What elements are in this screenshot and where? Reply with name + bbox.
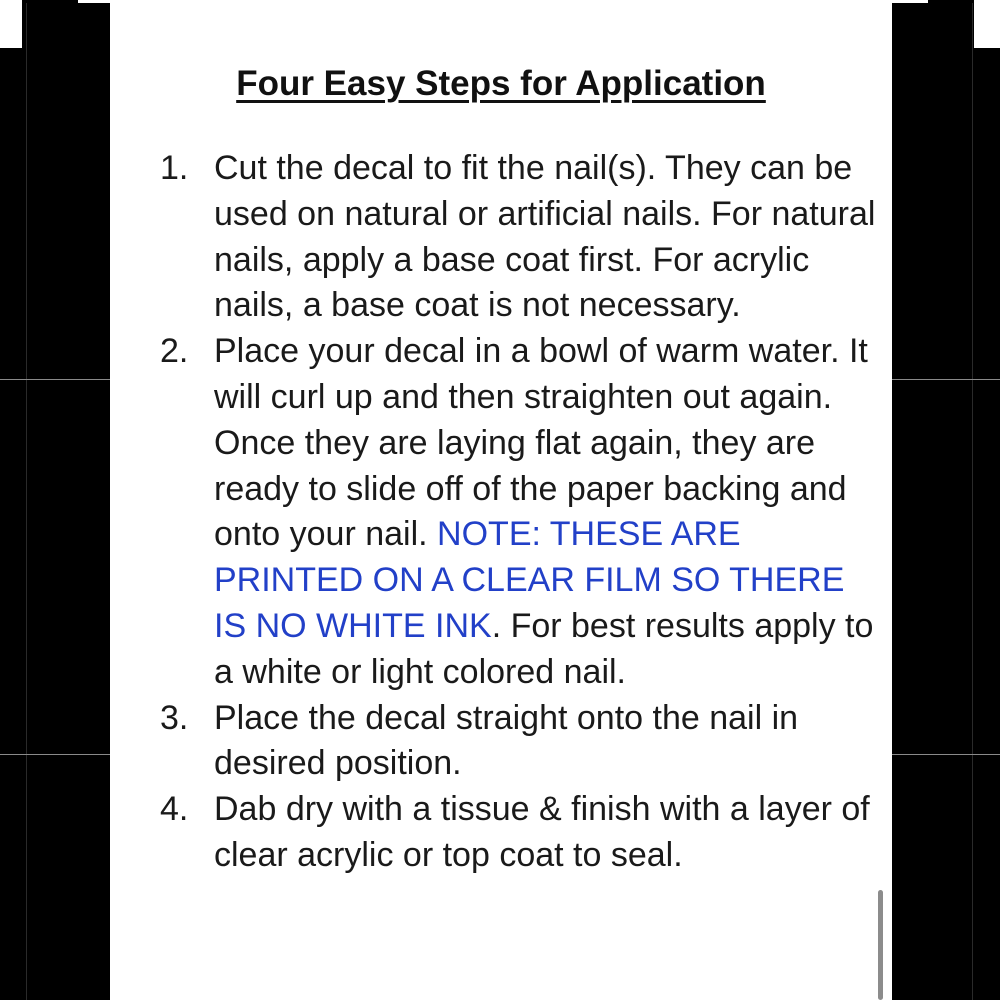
step-note: NOTE: THESE ARE PRINTED ON A CLEAR FILM SO THERE IS NO WHITE INK (214, 515, 845, 645)
step-number: 2. (160, 332, 189, 371)
scrollbar-thumb[interactable] (878, 890, 883, 1000)
document-title: Four Easy Steps for Application (236, 64, 766, 103)
divider-line (892, 754, 1000, 755)
left-frame-line (26, 3, 27, 1000)
divider-line (0, 754, 110, 755)
step-number: 4. (160, 790, 189, 829)
right-frame-line (972, 3, 973, 1000)
step-text: Place the decal straight onto the nail in desired position. (214, 698, 799, 783)
steps-list (160, 146, 880, 879)
left-edge (0, 0, 22, 48)
step-2 (160, 329, 880, 695)
step-text: Cut the decal to fit the nail(s). They can be used on natural or artificial nails. For natural nails, apply a base coat first. For acrylic nails, a base coat is not necessary. (214, 149, 876, 325)
step-4 (160, 787, 880, 879)
step-3 (160, 696, 880, 788)
right-edge (974, 0, 1000, 48)
step-text: Dab dry with a tissue & finish with a layer of clear acrylic or top coat to seal. (214, 790, 870, 874)
divider-line (892, 379, 1000, 380)
step-text-after-note: . For best results apply to a white or light colored nail. (214, 606, 874, 691)
step-number: 3. (160, 698, 189, 737)
document-page (110, 0, 892, 1000)
step-text: Place your decal in a bowl of warm water. It will curl up and then straighten out again. Once they are laying flat again, they are ready to slide off of the paper backing and onto your nail. (214, 332, 868, 554)
step-number: 1. (160, 149, 189, 187)
step-1 (160, 146, 880, 329)
divider-line (0, 379, 110, 380)
